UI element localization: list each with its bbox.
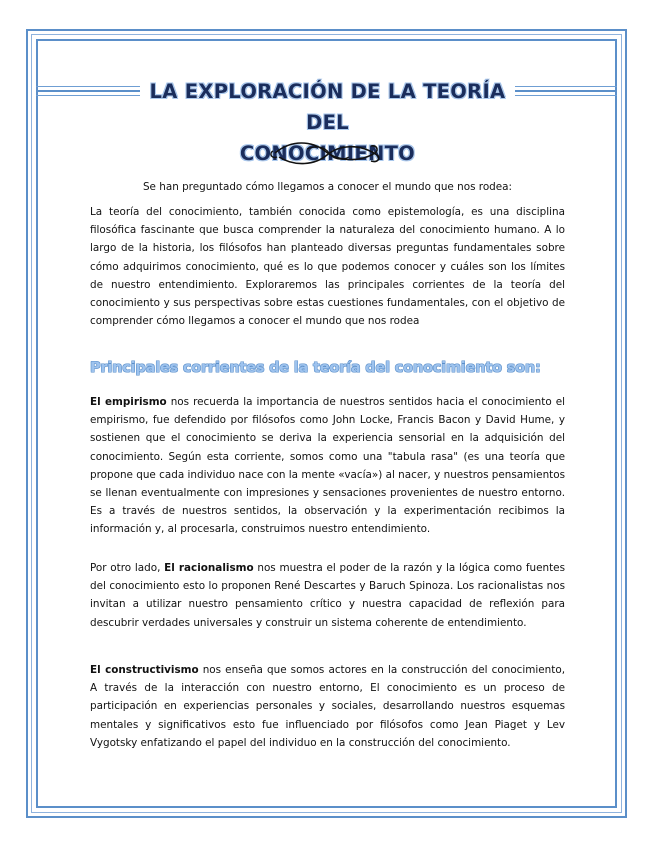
text-racionalismo: nos muestra el poder de la razón y la lógica como fuentes del conocimiento esto lo proponen René Descartes y Baruch Spinoza. Los racionalistas nos invitan a utilizar nuestro pensamiento crítico y nuestra capacidad de reflexión para descubrir verdades universales y construir un sistema coherente de entendimiento. — [90, 562, 565, 629]
paragraph-empirismo — [90, 393, 565, 539]
title-rule-right — [515, 90, 617, 92]
title-rule-left-bottom — [36, 95, 140, 96]
decorative-flourish-icon — [267, 133, 387, 173]
title-rule-right-top — [515, 86, 617, 87]
intro-question: Se han preguntado cómo llegamos a conocer el mundo que nos rodea: — [142, 181, 513, 193]
intro-paragraph: La teoría del conocimiento, también conocida como epistemología, es una disciplina filosófica fascinante que busca comprender la naturaleza del conocimiento humano. A lo largo de la historia, los filósofos han planteado diversas preguntas fundamentales sobre cómo adquirimos conocimiento, qué es lo que podemos conocer y cuáles son los límites de nuestro entendimiento. Exploraremos las principales corrientes de la teoría del conocimiento y sus perspectivas sobre estas cuestiones fundamentales, con el objetivo de comprender cómo llegamos a conocer el mundo que nos rodea — [90, 206, 565, 328]
section-heading: Principales corrientes de la teoría del conocimiento son: — [90, 360, 541, 376]
title-rule-right-bottom — [515, 95, 617, 96]
paragraph-constructivismo — [90, 661, 565, 752]
title-rule-left — [36, 90, 140, 92]
term-empirismo: El empirismo — [90, 396, 167, 408]
term-racionalismo: El racionalismo — [164, 562, 254, 574]
prefix-racionalismo: Por otro lado, — [90, 562, 165, 574]
text-constructivismo: nos enseña que somos actores en la construcción del conocimiento, A través de la interacción con nuestro entorno, El conocimiento es un proceso de participación en experiencias personales y sociales, desarrollando nuestros esquemas mentales y significativos esto fue influenciado por filósofos como Jean Piaget y Lev Vygotsky enfatizando el papel del individuo en la construcción del conocimiento. — [90, 664, 565, 749]
page-title-line-2: CONOCIMIENTO — [239, 142, 416, 165]
title-rule-left-top — [36, 86, 140, 87]
paragraph-racionalismo — [90, 559, 565, 632]
page-title-line-1: LA EXPLORACIÓN DE LA TEORÍA DEL — [149, 80, 506, 134]
term-constructivismo: El constructivismo — [90, 664, 199, 676]
text-empirismo: nos recuerda la importancia de nuestros sentidos hacia el conocimiento el empirismo, fue defendido por filósofos como John Locke, Francis Bacon y David Hume, y sostienen que el conocimiento se deriva la experiencia sensorial en la adquisición del conocimiento. Según esta corriente, somos como una "tabula rasa" (es una teoría que propone que cada individuo nace con la mente «vacía») al nacer, y nuestros pensamientos se llenan eventualmente con impresiones y sensaciones provenientes de nuestro entorno. Es a través de nuestros sentidos, la observación y la experimentación recibimos la información y, al procesarla, construimos nuestro entendimiento. — [90, 396, 565, 536]
